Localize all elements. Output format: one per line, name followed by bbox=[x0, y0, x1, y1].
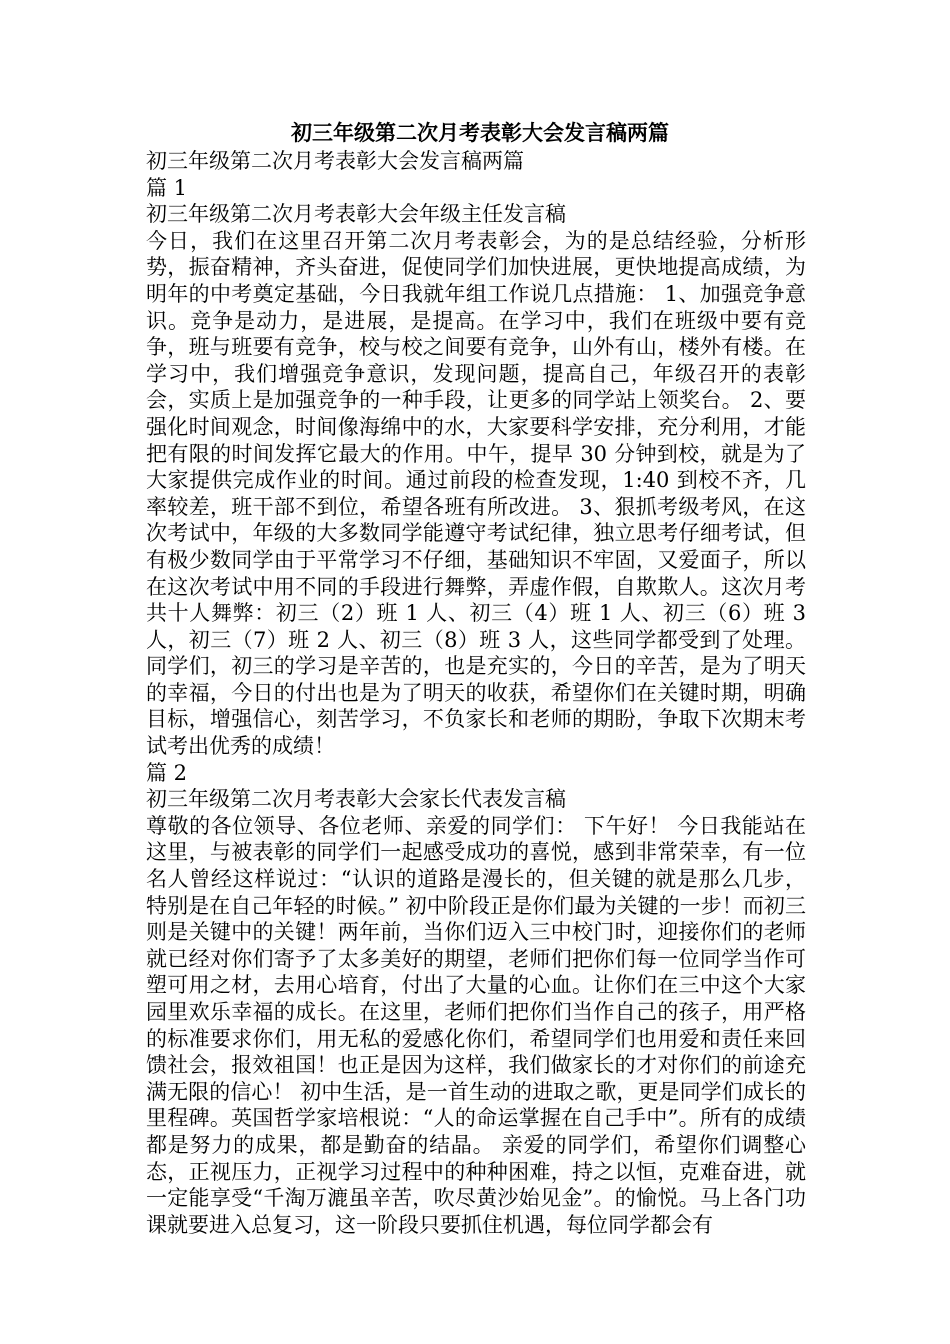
section-1-label: 篇 1 bbox=[146, 175, 188, 200]
section-2-heading: 初三年级第二次月考表彰大会家长代表发言稿 bbox=[146, 787, 566, 812]
section-2-body: 尊敬的各位领导、各位老师、亲爱的同学们： 下午好！ 今日我能站在这里，与被表彰的同学们一起感受成功的喜悦，感到非常荣幸，有一位名人曾经这样说过：“认识的道路是漫长的，但关键的就是那么几步，特别是在自己年轻的时候。” 初中阶段正是你们最为关键的一步！而初三则是关键中的关键！两年前，当你们迈入三中校门时，迎接你们的老师就已经对你们寄予了太多美好的期望，老师们把你们每一位同学当作可塑可用之材，去用心培育，付出了大量的心血。让你们在三中这个大家园里欢乐幸福的成长。在这里，老师们把你们当作自己的孩子，用严格的标准要求你们，用无私的爱感化你们，希望同学们也用爱和责任来回馈社会，报效祖国！也正是因为这样，我们做家长的才对你们的前途充满无限的信心！ 初中生活，是一首生动的进取之歌，更是同学们成长的里程碑。英国哲学家培根说：“人的命运掌握在自己手中”。所有的成绩都是努力的成果，都是勤奋的结晶。 亲爱的同学们，希望你们调整心态，正视压力，正视学习过程中的种种困难，持之以恒，克难奋进，就一定能享受“千淘万漉虽辛苦，吹尽黄沙始见金”。的愉悦。马上各门功课就要进入总复习，这一阶段只要抓住机遇，每位同学都会有 bbox=[146, 813, 806, 1237]
document-title: 初三年级第二次月考表彰大会发言稿两篇 bbox=[291, 120, 669, 145]
section-2-label: 篇 2 bbox=[146, 760, 188, 785]
section-1-heading: 初三年级第二次月考表彰大会年级主任发言稿 bbox=[146, 202, 566, 227]
document-subtitle: 初三年级第二次月考表彰大会发言稿两篇 bbox=[146, 149, 524, 173]
section-1-body: 今日，我们在这里召开第二次月考表彰会，为的是总结经验，分析形势，振奋精神，齐头奋进，促使同学们加快进展，更快地提高成绩，为明年的中考奠定基础，今日我就年组工作说几点措施： 1、加强竞争意识。竞争是动力，是进展，是提高。在学习中，我们在班级中要有竞争，班与班要有竞争，校与校之间要有竞争，山外有山，楼外有楼。在学习中，我们增强竞争意识，发现问题，提高自己，年级召开的表彰会，实质上是加强竞争的一种手段，让更多的同学站上领奖台。 2、要强化时间观念，时间像海绵中的水，大家要科学安排，充分利用，才能把有限的时间发挥它最大的作用。中午，提早 30 分钟到校，就是为了大家提供完成作业的时间。通过前段的检查发现，1:40 到校不齐，几率较差，班干部不到位，希望各班有所改进。 3、狠抓考级考风，在这次考试中，年级的大多数同学能遵守考试纪律，独立思考仔细考试，但有极少数同学由于平常学习不仔细，基础知识不牢固，又爱面子，所以在这次考试中用不同的手段进行舞弊，弄虚作假，自欺欺人。这次月考共十人舞弊：初三（2）班 1 人、初三（4）班 1 人、初三（6）班 3 人，初三（7）班 2 人、初三（8）班 3 人，这些同学都受到了处理。 同学们，初三的学习是辛苦的，也是充实的，今日的辛苦，是为了明天的幸福，今日的付出也是为了明天的收获，希望你们在关键时期，明确目标，增强信心，刻苦学习，不负家长和老师的期盼，争取下次期末考试考出优秀的成绩！ bbox=[146, 228, 806, 759]
document-page bbox=[146, 118, 806, 1238]
